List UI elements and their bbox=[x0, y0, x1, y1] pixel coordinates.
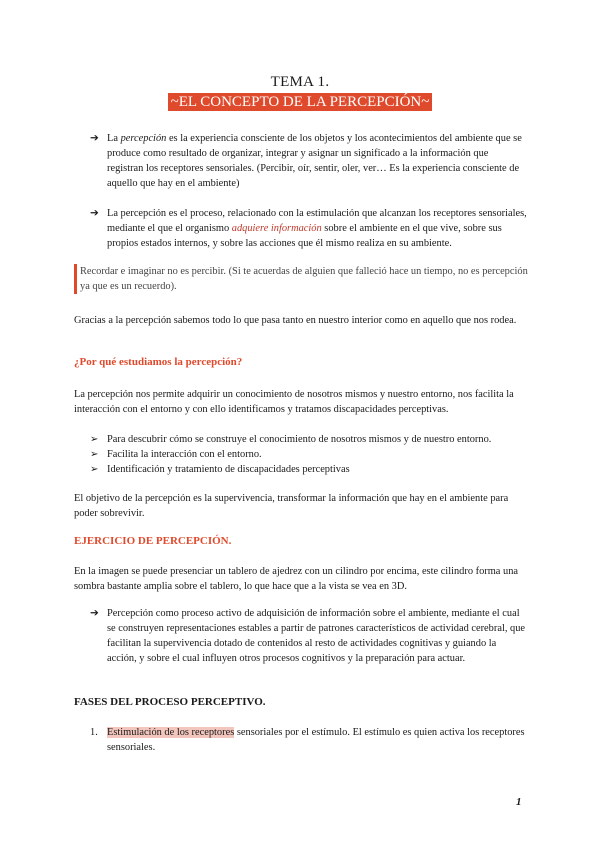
bullet1-text-pre: La bbox=[107, 133, 121, 144]
section-heading-phases: FASES DEL PROCESO PERCEPTIVO. bbox=[74, 696, 266, 708]
list-item: Identificación y tratamiento de discapacidades perceptivas bbox=[107, 464, 350, 475]
paragraph-exercise: En la imagen se puede presenciar un tablero de ajedrez con un cilindro por encima, este cilindro forma una sombra bastante amplia sobre el tablero, lo que hace que a la vista se vea en 3D. bbox=[74, 566, 519, 592]
bullet2-text-pre: La percepción es el proceso, relacionado con la estimulación que alcanzan los receptores sensoriales, mediante el que el organismo bbox=[107, 208, 527, 234]
arrow-bullet-icon: ➔ bbox=[90, 608, 99, 619]
triangle-bullet-icon: ➢ bbox=[90, 434, 99, 445]
paragraph-perception-knowledge: Gracias a la percepción sabemos todo lo que pasa tanto en nuestro interior como en aquello que nos rodea. bbox=[74, 315, 517, 326]
triangle-bullet-icon: ➢ bbox=[90, 464, 99, 475]
page-title bbox=[0, 94, 600, 111]
page-title-highlight: ~EL CONCEPTO DE LA PERCEPCIÓN~ bbox=[168, 93, 433, 111]
phase-item-1 bbox=[107, 725, 527, 755]
phase1-highlight: Estimulación de los receptores bbox=[107, 727, 235, 738]
bullet1-emphasis: percepción bbox=[120, 133, 167, 144]
topic-number: TEMA 1. bbox=[270, 74, 330, 90]
definition-bullet-3: Percepción como proceso activo de adquisición de información sobre el ambiente, mediante el cual se construyen representaciones estables a partir de patrones característicos de actividad cerebral, que facilitan la supervivencia dotado de contenidos al resto de actividades cognitivas y guiando la acción, y sobre el cual influyen otros procesos cognitivos y la preparación para actuar. bbox=[107, 608, 526, 664]
paragraph-why: La percepción nos permite adquirir un conocimiento de nosotros mismos y nuestro entorno, nos facilita la interacción con el entorno y con ello identificamos y tratamos discapacidades perceptivas. bbox=[74, 389, 514, 415]
section-heading-why: ¿Por qué estudiamos la percepción? bbox=[74, 356, 243, 368]
arrow-bullet-icon: ➔ bbox=[90, 133, 99, 144]
bullet2-text-post: sobre el ambiente en el que vive, sobre sus propios estados internos, y sobre las acciones que él mismo realiza en su ambiente. bbox=[107, 223, 502, 249]
section-heading-exercise: EJERCICIO DE PERCEPCIÓN. bbox=[74, 535, 232, 547]
phase1-text: sensoriales por el estímulo. El estímulo es quien activa los receptores sensoriales. bbox=[107, 727, 525, 753]
phase-number: 1. bbox=[90, 727, 98, 738]
page-number: 1 bbox=[516, 796, 522, 808]
definition-bullet-2 bbox=[107, 206, 527, 251]
bullet1-text-post: es la experiencia consciente de los objetos y los acontecimientos del ambiente que se produce como resultado de organizar, integrar y asignar un significado a la información que registran los receptores sensoriales. (Percibir, oír, sentir, oler, ver… Es la experiencia consciente de aquello que hay en el ambiente) bbox=[107, 133, 522, 189]
list-item: Para descubrir cómo se construye el conocimiento de nosotros mismos y de nuestro entorno. bbox=[107, 434, 492, 445]
bullet2-emphasis: adquiere información bbox=[231, 223, 322, 234]
arrow-bullet-icon: ➔ bbox=[90, 208, 99, 219]
definition-bullet-1 bbox=[107, 131, 527, 191]
note-callout: Recordar e imaginar no es percibir. (Si te acuerdas de alguien que falleció hace un tiempo, no es percepción ya que es un recuerdo). bbox=[74, 264, 535, 294]
paragraph-objective: El objetivo de la percepción es la supervivencia, transformar la información que hay en el ambiente para poder sobrevivir. bbox=[74, 493, 509, 519]
list-item: Facilita la interacción con el entorno. bbox=[107, 449, 262, 460]
triangle-bullet-icon: ➢ bbox=[90, 449, 99, 460]
